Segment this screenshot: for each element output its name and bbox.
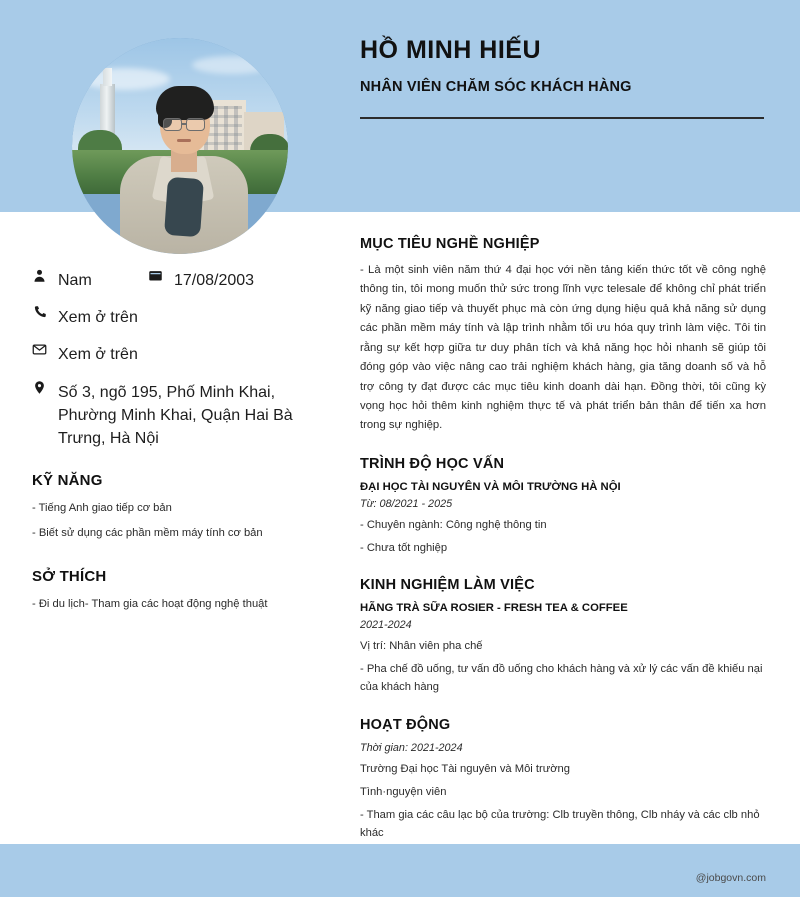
photo-cloud: [192, 56, 272, 74]
phone-icon: [32, 305, 47, 320]
education-detail: - Chưa tốt nghiệp: [360, 541, 448, 554]
portrait-photo: [72, 38, 288, 254]
photo-mouth: [177, 139, 191, 142]
left-column: [32, 268, 332, 613]
objective-section: [360, 236, 766, 436]
photo-hair: [156, 86, 214, 120]
experience-title: KINH NGHIỆM LÀM VIỆC: [360, 577, 535, 594]
contact-row-email: [32, 342, 332, 366]
education-period: Từ: 08/2021 - 2025: [360, 497, 453, 510]
objective-title: MỤC TIÊU NGHỀ NGHIỆP: [360, 236, 540, 252]
experience-period: 2021-2024: [360, 619, 412, 632]
activities-section: [360, 717, 766, 843]
header-text: [360, 36, 770, 119]
contact-row-phone: [32, 305, 332, 329]
job-title: NHÂN VIÊN CHĂM SÓC KHÁCH HÀNG: [360, 78, 632, 95]
skills-title: KỸ NĂNG: [32, 472, 103, 490]
contact-row-gender-dob: [32, 268, 332, 292]
photo-scarf: [164, 177, 204, 237]
activities-org: Trường Đại học Tài nguyên và Môi trường: [360, 762, 570, 775]
objective-body: - Là một sinh viên năm thứ 4 đại học với nền tảng kiến thức tốt về công nghệ thông tin, tôi mong muốn thử sức trong lĩnh vực telesale để không chỉ phát triển kỹ năng giao tiếp và thuyết phục mà còn ứng dụng hiệu quả khả năng sử dụng các phần mềm máy tính và lập trình nhằm tối ưu hóa quy trình làm việc. Tôi tin rằng sự kết hợp giữa tư duy phân tích và khả năng học hỏi nhanh sẽ giúp tôi đóng góp vào việc nâng cao trải nghiệm khách hàng, gia tăng doanh số và hỗ trợ công ty đạt được các mục tiêu kinh doanh dài hạn. Đồng thời, tôi cũng kỳ vọng học hỏi thêm kinh nghiệm thực tế và phát triển bản thân để tiến xa hơn trong sự nghiệp.: [360, 264, 766, 432]
photo-cloud: [80, 68, 170, 90]
contact-row-address: [32, 380, 332, 451]
calendar-icon: [148, 268, 163, 283]
skills-item: - Tiếng Anh giao tiếp cơ bản: [32, 502, 172, 515]
gender-value: Nam: [58, 272, 92, 289]
address-value: Số 3, ngõ 195, Phố Minh Khai, Phường Minh Khai, Quận Hai Bà Trưng, Hà Nội: [58, 383, 293, 447]
education-section: [360, 456, 766, 557]
footer-banner: [0, 844, 800, 897]
page-title: HỒ MINH HIẾU: [360, 36, 541, 64]
person-icon: [32, 268, 47, 283]
hobbies-section: [32, 568, 332, 613]
experience-detail: - Pha chế đồ uống, tư vấn đồ uống cho khách hàng và xử lý các vấn đề khiếu nại của khách hàng: [360, 663, 763, 694]
right-column: [360, 236, 766, 862]
activities-role: Tình·nguyện viên: [360, 785, 447, 798]
activities-detail: - Tham gia các câu lạc bộ của trường: Clb truyền thông, Clb nháy và các clb nhỏ khác: [360, 808, 760, 839]
watermark: @jobgovn.com: [695, 872, 766, 884]
photo-glasses: [163, 118, 182, 131]
education-title: TRÌNH ĐỘ HỌC VẤN: [360, 455, 505, 472]
email-value: Xem ở trên: [58, 346, 138, 364]
dob-value: 17/08/2003: [174, 272, 255, 289]
photo-glasses: [186, 118, 205, 131]
experience-position: Vị trí: Nhân viên pha chế: [360, 640, 483, 653]
location-pin-icon: [32, 380, 47, 395]
hobbies-item: - Đi du lịch- Tham gia các hoạt động nghệ thuật: [32, 597, 268, 610]
experience-section: [360, 577, 766, 696]
header-divider: [360, 117, 764, 119]
skills-item: - Biết sử dụng các phần mềm máy tính cơ bản: [32, 526, 263, 539]
education-school: ĐẠI HỌC TÀI NGUYÊN VÀ MÔI TRƯỜNG HÀ NỘI: [360, 480, 621, 493]
phone-value: Xem ở trên: [58, 309, 138, 327]
skills-section: [32, 472, 332, 542]
activities-title: HOẠT ĐỘNG: [360, 716, 451, 733]
mail-icon: [32, 342, 47, 357]
education-detail: - Chuyên ngành: Công nghệ thông tin: [360, 518, 547, 531]
avatar: [72, 38, 288, 254]
activities-period: Thời gian: 2021-2024: [360, 741, 463, 754]
hobbies-title: SỞ THÍCH: [32, 567, 107, 585]
experience-company: HÃNG TRÀ SỮA ROSIER - FRESH TEA & COFFEE: [360, 602, 628, 615]
photo-glasses-bridge: [182, 123, 187, 125]
